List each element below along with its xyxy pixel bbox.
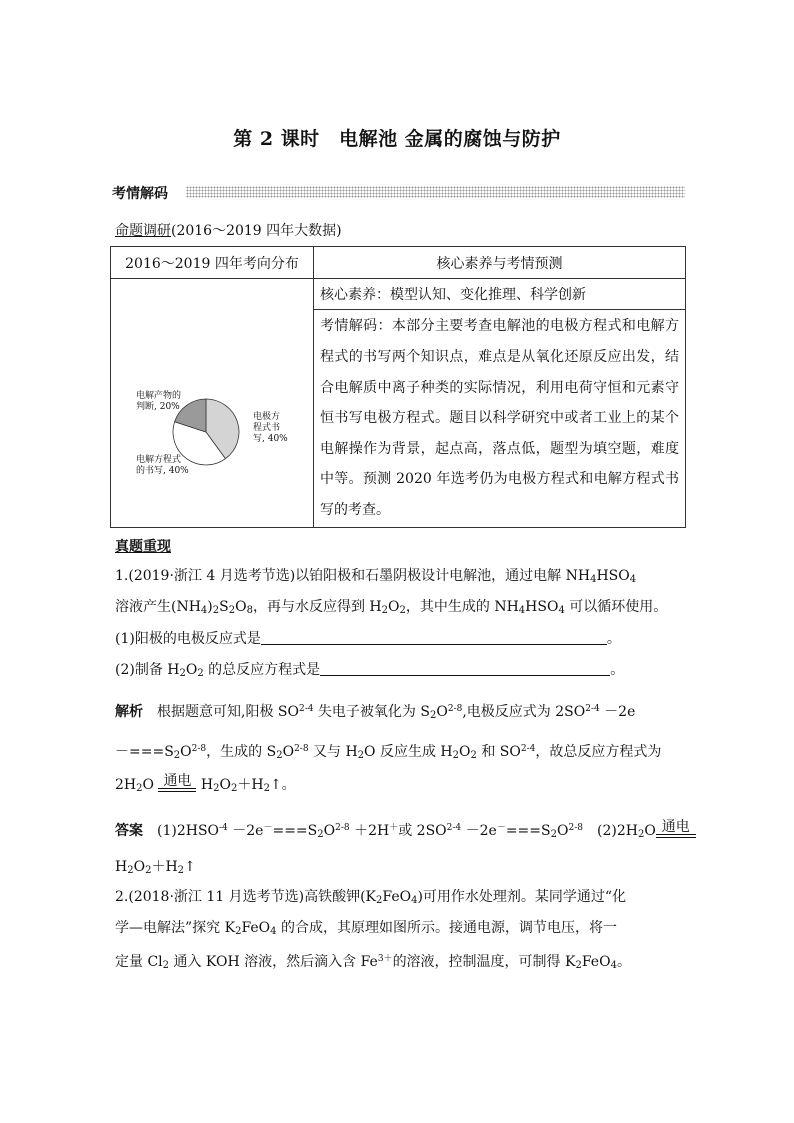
- pie-chart-cell: [111, 279, 314, 528]
- q1-part1: (1)阳极的电极反应式是 。: [115, 631, 621, 647]
- literacy-cell: 核心素养：模型认知、变化推理、科学创新: [314, 279, 686, 310]
- answer-line2: $H_2O_2+H_2↑$: [115, 859, 196, 876]
- answer-blank-1[interactable]: [261, 630, 607, 645]
- q1-line1: 1.(2019·浙江 4 月选考节选)以铂阳极和石墨阴极设计电解池，通过电解 $NH_4HSO_4$: [115, 568, 637, 585]
- condition-electrolysis-1: 通电: [158, 774, 196, 792]
- survey-line: [115, 221, 342, 241]
- analysis-line3: $2H_2O$ 通电 $H_2O_2+H_2↑$。: [115, 773, 296, 794]
- q1-line2: 溶液产生$(NH_4)_2S_2O_8$，再与水反应得到 $H_2O_2$，其中生成的 $NH_4HSO_4$ 可以循环使用。: [115, 599, 668, 616]
- analysis-line2: $-===S_2O^{2-8}$，生成的 $S_2O^{2-8}$ 又与 $H_2O$ 反应生成 $H_2O_2$ 和 SO$^{2-4}$，故总反应方程式为: [115, 744, 662, 761]
- survey-rest: (2016～2019 四年大数据): [171, 223, 342, 239]
- analysis-text: 考情解码：本部分主要考查电解池的电极方程式和电解方程式的书写两个知识点，难点是从氧化还原反应出发，结合电解质中离子种类的实际情况，利用电荷守恒和元素守恒书写电极方程式。题目以科学研究中或者工业上的某个电解操作为背景，起点高，落点低，题型为填空题，难度中等。预测 2020 年选考仍为电极方程式和电解方程式书写的考查。: [320, 318, 679, 518]
- page-title: 第 2 课时 电解池 金属的腐蚀与防护: [233, 128, 561, 150]
- q2-line3: 定量 $Cl_2$ 通入 KOH 溶液，然后滴入含 $Fe^{3+}$的溶液，控制温度，可制得 $K_2FeO_4$。: [115, 954, 631, 971]
- analysis-label: 解析: [115, 704, 143, 720]
- survey-link[interactable]: 命题调研: [115, 223, 171, 239]
- real-exam-heading: 真题重现: [115, 539, 171, 555]
- section-label: 考情解码: [112, 186, 168, 202]
- pie-label-electrolysis: 电解方程式 的书写, 40%: [136, 455, 189, 476]
- exam-analysis-table: [110, 246, 686, 528]
- answer-label: 答案: [115, 823, 143, 839]
- dotted-rule: [186, 186, 685, 198]
- q2-line1: 2.(2018·浙江 11 月选考节选)高铁酸钾$(K_2FeO_4)$可用作水处理剂。某同学通过“化: [115, 889, 627, 906]
- answer-line1: 答案 $(1)2HSO^{-4} -2e^-===S_2O^{2-8} +2H^+$或 $2SO^{2-4} -2e^-===S_2O^{2-8}$ $(2)2H_2O$ 通电: [115, 818, 696, 845]
- pie-label-electrode: 电极方 程式书 写, 40%: [253, 412, 288, 444]
- section-header: [112, 183, 685, 203]
- analysis-cell: [314, 310, 686, 528]
- col2-header: 核心素养与考情预测: [314, 247, 686, 279]
- q2-line2: 学—电解法”探究 $K_2FeO_4$ 的合成，其原理如图所示。接通电源，调节电压，将一: [115, 920, 617, 937]
- q1-part2: (2)制备 $H_2O_2$ 的总反应方程式是 。: [115, 662, 625, 679]
- condition-electrolysis-2: 通电: [656, 820, 696, 838]
- analysis-line1: 解析 根据题意可知,阳极 SO$^{2-4}$ 失电子被氧化为 $S_2O^{2-8}$,电极反应式为 $2SO^{2-4} -2e$: [115, 704, 636, 721]
- col1-header: 2016～2019 四年考向分布: [111, 247, 314, 279]
- pie-label-product: 电解产物的 判断, 20%: [136, 391, 182, 412]
- answer-blank-2[interactable]: [320, 661, 610, 676]
